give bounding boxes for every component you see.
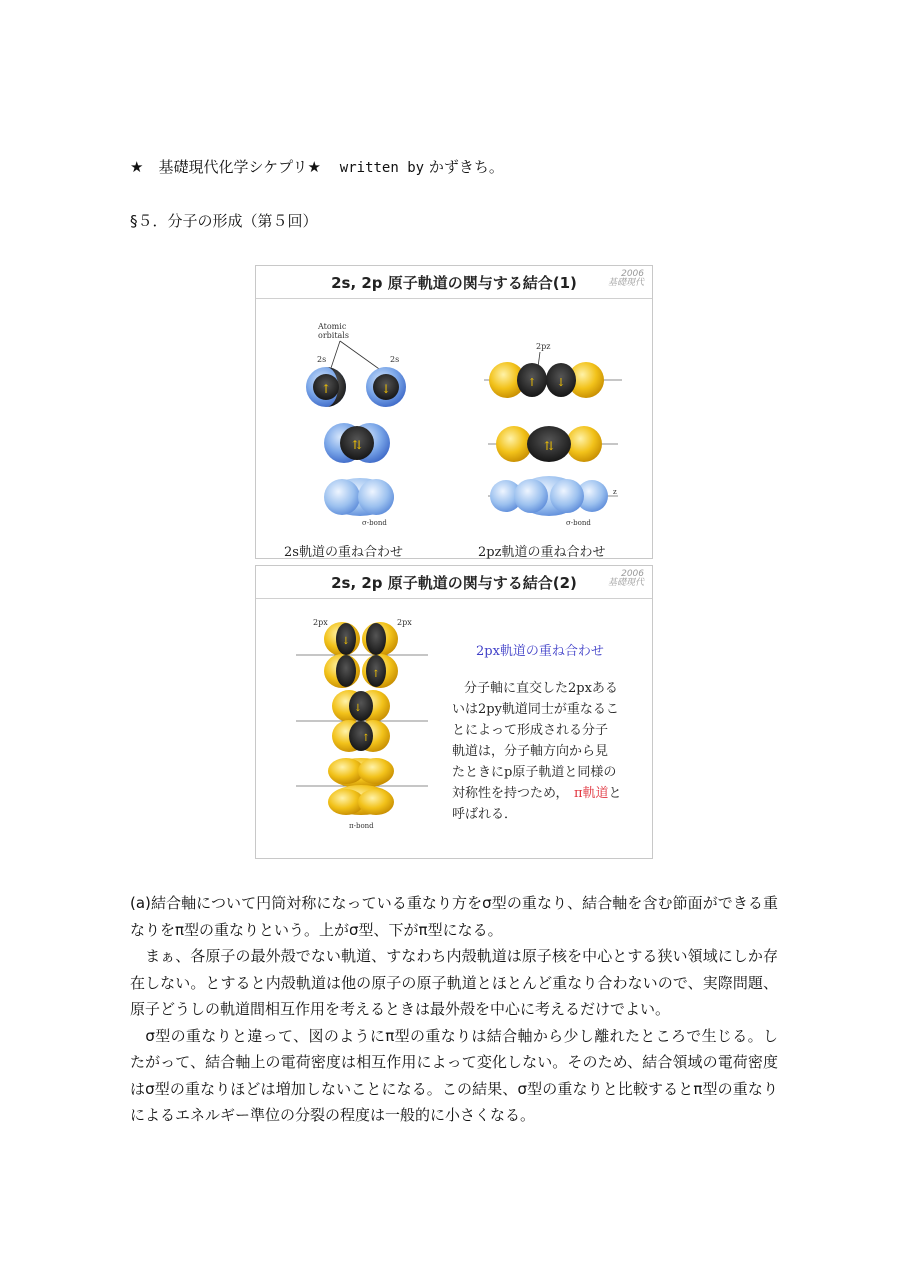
pi-description xyxy=(452,643,623,822)
orbitals-label: orbitals xyxy=(318,331,349,340)
figure-badge: 2006 基礎現代 xyxy=(607,569,644,588)
sigma-bond-label-2pz: σ-bond xyxy=(566,519,591,527)
svg-text:↑: ↑ xyxy=(371,669,381,680)
svg-text:分子軸に直交した2pxある いは2py軌道同: 分子軸に直交した2pxある いは2py軌道同士が重なるこ とによって形成される分子 軌道は，分子軸方向から見 たときにp原子軌道と同様の 対称性を持つため， 呼ばれる． xyxy=(452,681,619,822)
pi-bond-label: π-bond xyxy=(349,822,374,830)
2px-orbitals-overlapping xyxy=(296,690,428,752)
2px-orbitals-separate xyxy=(296,618,428,688)
2pz-sigma-bond xyxy=(488,476,618,527)
series-title: ★ 基礎現代化学シケプリ★ xyxy=(130,158,321,176)
label-2s-right: 2s xyxy=(390,355,400,364)
figure-title: 2s, 2p 原子軌道の関与する結合(2) xyxy=(331,574,577,592)
pi-heading: 2px軌道の重ね合わせ xyxy=(476,644,604,659)
figure-sigma-bond xyxy=(255,265,653,559)
paragraph-core-orbitals: まぁ、各原子の最外殻でない軌道、すなわち内殻軌道は原子核を中心とする狭い領域にしか存在しない。とすると内殻軌道は他の原子の原子軌道とほとんど重なり合わないので、実際問題、原子どうしの軌道間相互作用を考えるときは最外殻を中心に考えるだけでよい。 xyxy=(130,947,778,1018)
figure-badge: 2006 基礎現代 xyxy=(607,269,644,288)
2pz-orbitals-separate xyxy=(484,342,622,398)
written-by-label: written by xyxy=(339,160,425,176)
svg-text:⇅: ⇅ xyxy=(351,438,363,452)
figure-header xyxy=(256,266,652,299)
label-2s-left: 2s xyxy=(317,355,327,364)
document-header xyxy=(130,156,504,177)
figure-title: 2s, 2p 原子軌道の関与する結合(1) xyxy=(331,274,577,292)
label-2px-right: 2px xyxy=(397,618,412,627)
figure-header xyxy=(256,566,652,599)
pi-bond-orbital xyxy=(296,758,428,830)
svg-text:↓: ↓ xyxy=(353,703,363,714)
figure-pi-bond xyxy=(255,565,653,859)
2pz-orbitals-overlapping xyxy=(488,426,618,462)
svg-text:↓: ↓ xyxy=(380,382,392,396)
paragraph-pi-overlap: σ型の重なりと違って、図のようにπ型の重なりは結合軸から少し離れたところで生じる。したがって、結合軸上の電荷密度は相互作用によって変化しない。そのため、結合領域の電荷密度はσ型の重なりほどは増加しないことになる。この結果、σ型の重なりと比較するとπ型の重なりによるエネルギー準位の分裂の程度は一般的に小さくなる。 xyxy=(130,1026,778,1124)
sigma-bond-diagram xyxy=(256,299,652,559)
atomic-label: Atomic xyxy=(318,322,347,331)
z-axis-label: z xyxy=(613,488,617,496)
body-text xyxy=(130,890,778,1129)
section-title: §５．分子の形成（第５回） xyxy=(130,212,318,230)
label-2pz: 2pz xyxy=(536,342,551,351)
svg-text:⇅: ⇅ xyxy=(543,439,555,453)
svg-text:↓: ↓ xyxy=(341,636,351,647)
caption-2pz: 2pz軌道の重ね合わせ xyxy=(478,545,606,559)
2s-orbitals-overlapping xyxy=(324,423,390,463)
author-name: かずきち。 xyxy=(428,158,504,176)
caption-2s: 2s軌道の重ね合わせ xyxy=(284,545,403,559)
label-2px-left: 2px xyxy=(313,618,328,627)
2s-orbitals-separate xyxy=(306,322,406,407)
pi-bond-diagram xyxy=(256,599,652,859)
paragraph-a: (a)結合軸について円筒対称になっている重なり方をσ型の重なり、結合軸を含む節面ができる重なりをπ型の重なりという。上がσ型、下がπ型になる。 xyxy=(130,894,778,939)
sigma-bond-label-2s: σ-bond xyxy=(362,519,387,527)
pi-orbital-highlight: π軌道と xyxy=(574,786,622,801)
2s-sigma-bond xyxy=(324,478,394,527)
svg-text:↑: ↑ xyxy=(527,376,537,389)
svg-text:↑: ↑ xyxy=(361,733,371,744)
svg-text:↓: ↓ xyxy=(556,376,566,389)
svg-text:↑: ↑ xyxy=(320,382,332,396)
